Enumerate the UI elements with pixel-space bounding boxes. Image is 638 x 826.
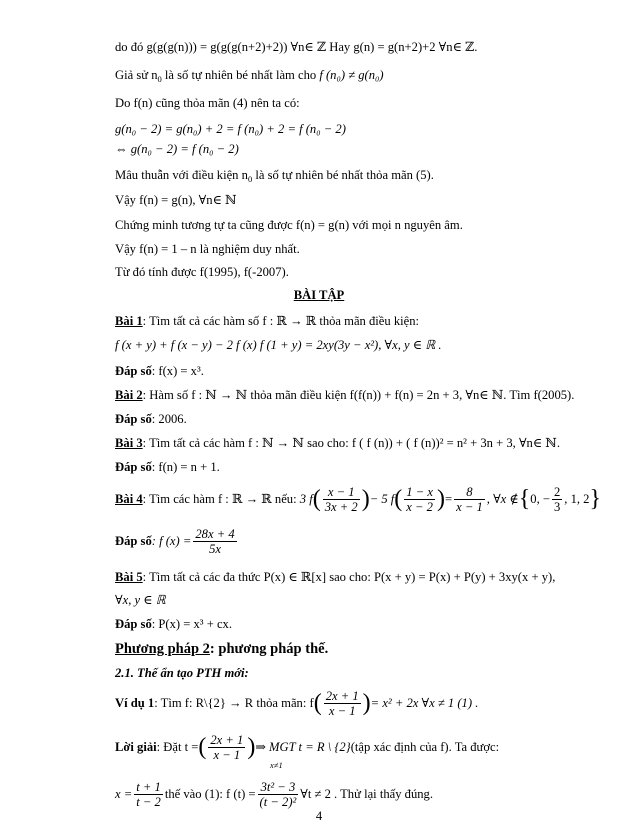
text-line-1: do đó g(g(g(n))) = g(g(g(n+2)+2)) ∀n∈ ℤ Hay g(n) = g(n+2)+2 ∀n∈ ℤ.	[115, 40, 478, 54]
answer-label: Đáp số	[115, 534, 152, 548]
method-heading	[115, 641, 328, 657]
fraction	[323, 485, 360, 514]
denominator: x − 2	[406, 499, 433, 514]
exercise-5-line-2: ∀x, y ∈ ℝ	[115, 593, 166, 607]
denominator: (t − 2)²	[259, 794, 297, 809]
math-expression: f (n₀) ≠ g(n₀)	[319, 68, 384, 82]
denominator: t − 2	[136, 794, 161, 809]
exercise-4-answer	[115, 525, 239, 557]
numerator: 8	[454, 485, 485, 500]
exercise-label: Bài 1	[115, 314, 143, 328]
solution-text: : Đặt t =	[156, 740, 199, 754]
page-number: 4	[315, 809, 323, 823]
exercise-5-answer	[115, 616, 232, 632]
exercise-text: : Tìm tất cả các hàm f : ℕ → ℕ sao cho: f ( f (n)) + ( f (n))² = n² + 3n + 3, ∀n∈ ℕ.	[142, 436, 560, 450]
fraction	[134, 780, 163, 809]
exercise-text: : Hàm số f : ℕ → ℕ thỏa mãn điều kiện f(f(n)) + f(n) = 2n + 3, ∀n∈ ℕ. Tìm f(2005).	[142, 388, 575, 402]
math-term: − 5 f	[369, 492, 395, 506]
exercise-1-equation: f (x + y) + f (x − y) − 2 f (x) f (1 + y) = 2xy(3y − x²), ∀x, y ∈ ℝ .	[115, 338, 442, 352]
denominator: x − 1	[328, 703, 356, 718]
mgt-expression: ⇒ MGT t = R \ {2}	[255, 740, 351, 754]
text-line-9: Vậy f(n) = 1 – n là nghiệm duy nhất.	[115, 242, 300, 256]
numerator: x − 1	[323, 485, 360, 500]
exercise-3-answer	[115, 459, 220, 475]
fraction	[193, 527, 236, 556]
exercise-text: : Tìm các hàm f : ℝ → ℝ nếu:	[142, 492, 297, 506]
answer-text: : P(x) = x³ + cx.	[151, 617, 232, 631]
text-line-3: Do f(n) cũng thỏa mãn (4) nên ta có:	[115, 96, 300, 110]
fraction	[324, 689, 361, 718]
example-label: Ví dụ 1	[115, 696, 155, 710]
fraction	[258, 780, 299, 809]
numerator: 3t² − 3	[258, 780, 299, 795]
exercise-2	[115, 387, 574, 403]
fraction	[208, 733, 245, 762]
numerator: 2x + 1	[210, 732, 244, 747]
denominator: x − 1	[456, 499, 483, 514]
text-line-10: Từ đó tính được f(1995), f(-2007).	[115, 265, 289, 279]
solution-rest: (tập xác định của f). Ta được:	[350, 740, 500, 754]
substitution-text: thế vào (1): f (t) =	[164, 787, 256, 801]
answer-text: : 2006.	[151, 412, 187, 426]
subscript: 0	[247, 174, 253, 184]
section-title-text: BÀI TẬP	[293, 288, 345, 302]
numerator: 1 − x	[406, 484, 433, 499]
text-line-7: Vậy f(n) = g(n), ∀n∈ ℕ	[115, 193, 237, 207]
denominator: 3x + 2	[324, 499, 358, 514]
subscript: 0	[157, 74, 162, 84]
denominator: 3	[553, 499, 561, 514]
example-text: : Tìm f: R\{2} → R thỏa mãn: f	[154, 696, 314, 710]
numerator: t + 1	[136, 779, 161, 794]
numerator: 2x + 1	[325, 688, 359, 703]
exercise-text: : Tìm tất cả các đa thức P(x) ∈ ℝ[x] sao cho: P(x + y) = P(x) + P(y) + 3xy(x + y),	[142, 570, 556, 584]
numerator: 28x + 4	[195, 526, 235, 541]
answer-label: Đáp số	[115, 412, 152, 426]
method-title-rest: : phương pháp thế.	[209, 641, 329, 657]
exercise-1-answer	[115, 363, 204, 379]
equals-sign: =	[444, 492, 453, 506]
exercise-label: Bài 2	[115, 388, 143, 402]
exercise-label: Bài 3	[115, 436, 143, 450]
exercise-label: Bài 5	[115, 570, 143, 584]
text-segment: Mâu thuẫn với điều kiện n	[115, 168, 248, 182]
text-segment: là số tự nhiên bé nhất làm cho	[161, 68, 320, 82]
text-segment: Giả sử n	[115, 68, 158, 82]
method-title: Phương pháp 2	[115, 641, 210, 657]
fraction	[454, 485, 485, 514]
condition: , ∀x ∉	[486, 492, 519, 506]
text-line-2	[115, 67, 384, 83]
fraction	[552, 485, 562, 514]
exercise-1	[115, 313, 419, 329]
text-line-6	[115, 167, 434, 183]
exercise-text: : Tìm tất cả các hàm số f : ℝ → ℝ thỏa mãn điều kiện:	[142, 314, 420, 328]
mgt-subscript: x≠1	[270, 760, 283, 770]
substitution-rest: ∀t ≠ 2 . Thử lại thấy đúng.	[300, 787, 433, 801]
equation-line-5: ⇔ g(n₀ − 2) = f (n₀ − 2)	[115, 142, 239, 156]
set-part: , 1, 2	[564, 492, 590, 506]
text-line-8: Chứng minh tương tự ta cũng được f(n) = g(n) với mọi n nguyên âm.	[115, 218, 463, 232]
fraction	[404, 485, 435, 514]
answer-text: : f (x) =	[151, 534, 192, 548]
denominator: 5x	[209, 541, 221, 556]
x-equals: x =	[115, 787, 133, 801]
exercise-2-answer	[115, 411, 187, 427]
method-subtitle: 2.1. Thế ẩn tạo PTH mới:	[115, 666, 249, 680]
substitution-line	[115, 776, 433, 812]
exercise-5	[115, 569, 555, 585]
numerator: 2	[553, 484, 561, 499]
exercise-3	[115, 435, 560, 451]
answer-label: Đáp số	[115, 617, 152, 631]
answer-label: Đáp số	[115, 460, 152, 474]
solution-label: Lời giải	[115, 740, 157, 754]
example-rest: = x² + 2x ∀x ≠ 1 (1) .	[370, 696, 479, 710]
exercise-label: Bài 4	[115, 492, 143, 506]
answer-text: : f(x) = x³.	[151, 364, 204, 378]
exercise-4: Bài 4 : Tìm các hàm f : ℝ → ℝ nếu: 3 f ( $\frac{x - 1}{3x + 2}$ ) − 5 f ( $\frac{1 - x}{x - 2}$ ) = $\frac{8}{x - 1}$ , ∀x ∉ { 0, − $\frac{2}{3}$ , 1, 2 }	[115, 484, 601, 514]
math-term: 3 f	[299, 492, 313, 506]
answer-text: : f(n) = n + 1.	[151, 460, 220, 474]
example-1: Ví dụ 1 : Tìm f: R\{2} → R thỏa mãn: f ( $\frac{2x + 1}{x - 1}$ ) = x² + 2x ∀x ≠ 1 (1) .	[115, 688, 479, 718]
answer-label: Đáp số	[115, 364, 152, 378]
equation-line-4: g(n₀ − 2) = g(n₀) + 2 = f (n₀) + 2 = f (n₀ − 2)	[115, 122, 346, 136]
solution: Lời giải : Đặt t = ( $\frac{2x + 1}{x - 1}$ ) ⇒ MGT t = R \ {2} (tập xác định của f). Ta được:	[115, 732, 500, 762]
set-part: 0, −	[530, 492, 550, 506]
section-title	[0, 287, 638, 303]
text-segment: là số tự nhiên bé nhất thỏa mãn (5).	[252, 168, 434, 182]
denominator: x − 1	[213, 747, 241, 762]
